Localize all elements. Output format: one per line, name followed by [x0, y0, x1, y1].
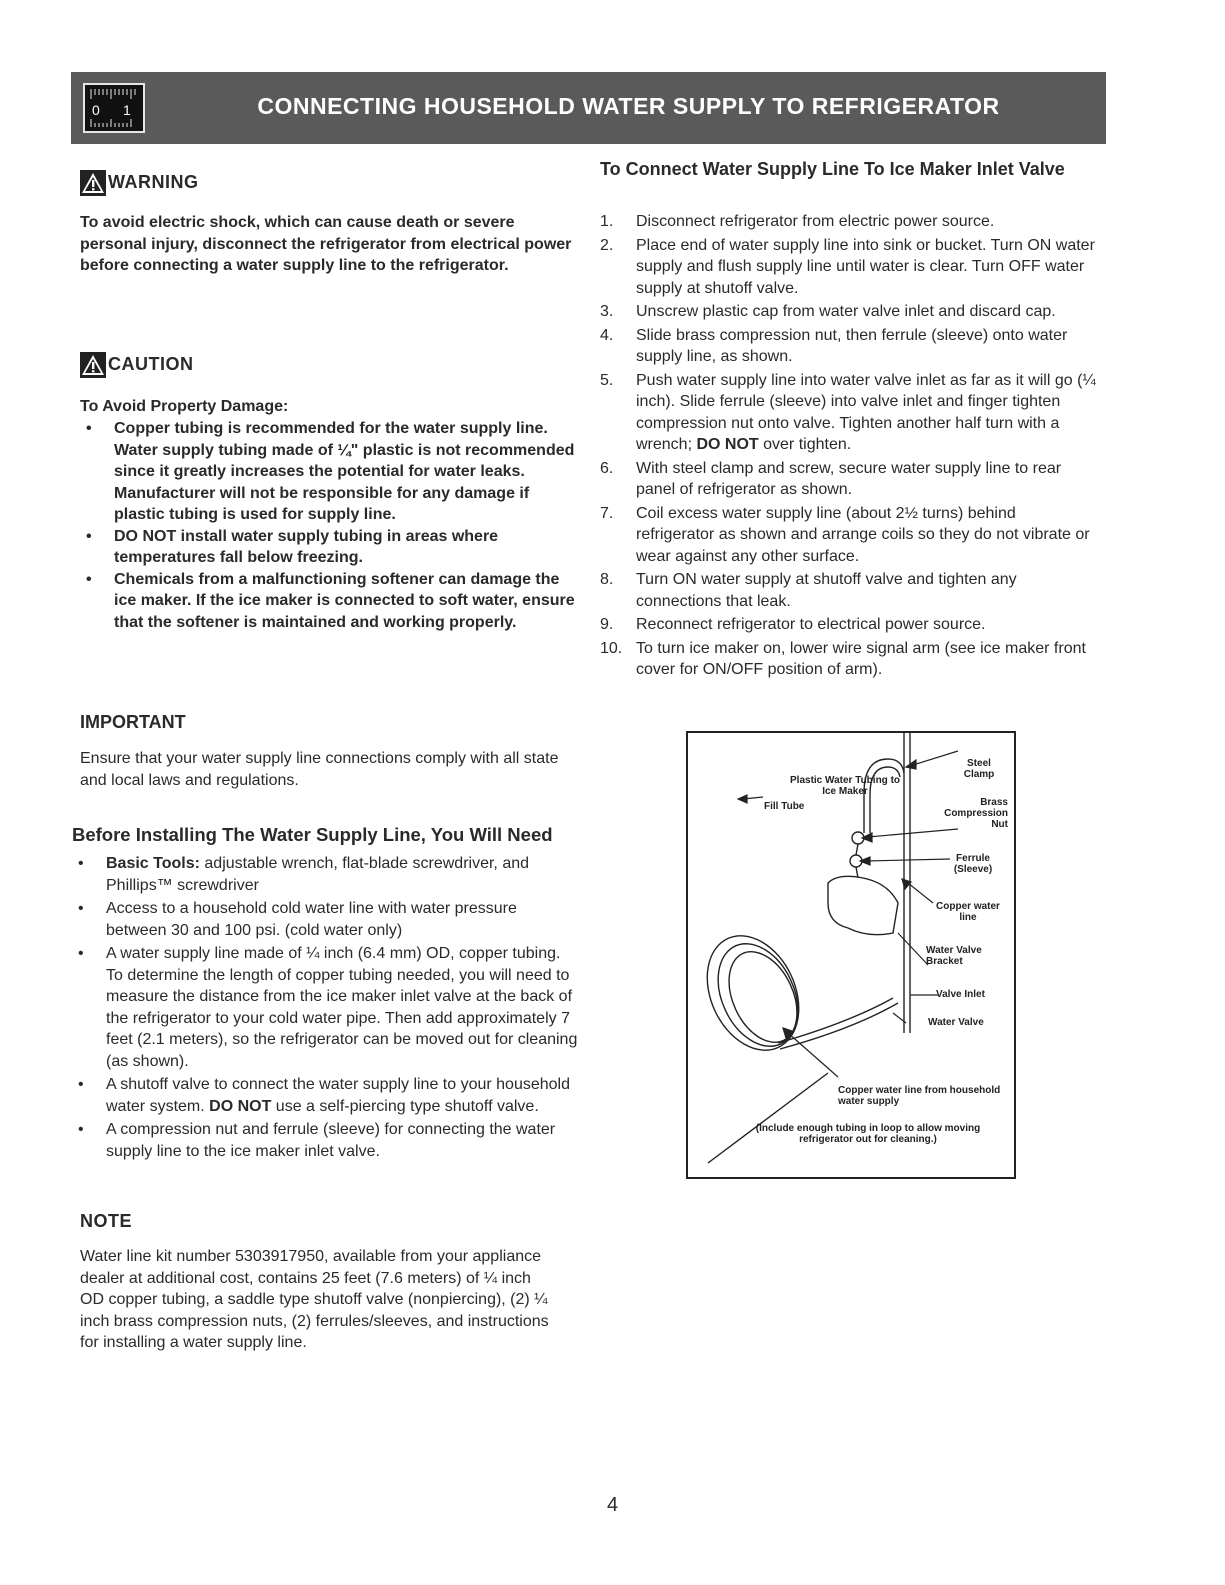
important-text: Ensure that your water supply line connections comply with all state and local laws and regulations. [80, 750, 559, 789]
step-number: 4. [600, 326, 614, 344]
caution-list [80, 418, 578, 633]
note-text: Water line kit number 5303917950, available from your appliance dealer at additional cost, contains 25 feet (7.6 meters) of ¼ inch OD copper tubing, a saddle type shutoff valve (nonpiercing), (2) ¼ inch brass compression nuts, (2) ferrules/sleeves, and instructions for installing a water supply line. [80, 1248, 549, 1351]
step-text: Unscrew plastic cap from water valve inlet and discard cap. [636, 303, 1056, 320]
step-number: 1. [600, 213, 614, 230]
caution-intro: To Avoid Property Damage: [80, 398, 289, 415]
warning-icon [80, 170, 106, 196]
list-item [72, 943, 578, 1072]
step-bold: DO NOT [696, 436, 759, 453]
step-item [598, 638, 1098, 681]
section-banner [71, 72, 1106, 144]
connect-heading: To Connect Water Supply Line To Ice Maker Inlet Valve [600, 159, 1065, 179]
step-item [598, 370, 1098, 456]
step-item [598, 458, 1098, 501]
list-item-text: adjustable wrench, flat-blade screwdriver, and Phillips™ screwdriver [106, 855, 530, 894]
list-item-text: use a self-piercing type shutoff valve. [271, 1097, 539, 1115]
list-item [72, 1074, 578, 1117]
step-text: over tighten. [758, 436, 852, 453]
label-valve-inlet: Valve Inlet [936, 989, 985, 1000]
list-item [72, 898, 578, 941]
list-item: • Copper tubing is recommended for the water supply line. Water supply tubing made of ¼" plastic is not recommended since it greatly increases the potential for water leaks. Manufacturer will not be responsible for any damage if plastic tubing is used for supply line. [80, 418, 578, 526]
before-heading: Before Installing The Water Supply Line, You Will Need [72, 824, 553, 845]
list-item-text: Access to a household cold water line with water pressure between 30 and 100 psi. (cold water only) [106, 900, 517, 939]
step-number: 5. [600, 371, 614, 389]
label-fill-tube: Fill Tube [764, 801, 805, 812]
page-number: 4 [606, 1494, 619, 1516]
step-item [598, 235, 1098, 300]
label-plastic-tubing: Plastic Water Tubing to Ice Maker [790, 775, 901, 797]
list-item: • Chemicals from a malfunctioning softener can damage the ice maker. If the ice maker is connected to soft water, ensure that the softener is maintained and working properly. [80, 569, 578, 634]
step-text: Turn ON water supply at shutoff valve and tighten any connections that leak. [636, 571, 1017, 610]
label-bracket: Water Valve Bracket [926, 945, 982, 967]
warning-heading [80, 170, 199, 196]
label-water-valve: Water Valve [928, 1017, 984, 1028]
list-item-bold: DO NOT [209, 1097, 272, 1115]
step-number: 7. [600, 504, 614, 522]
svg-text:0: 0 [92, 102, 100, 118]
step-item [598, 614, 1098, 636]
list-item-text: A shutoff valve to connect the water supply line to your household water system. [106, 1076, 570, 1115]
step-item [598, 569, 1098, 612]
label-ferrule: Ferrule (Sleeve) [953, 853, 993, 875]
step-text: Place end of water supply line into sink or bucket. Turn ON water supply and flush supply line until water is clear. Turn OFF water supply at shutoff valve. [636, 236, 1095, 297]
list-item-text: A water supply line made of ¼ inch (6.4 mm) OD, copper tubing. To determine the length of copper tubing needed, you will need to measure the distance from the ice maker inlet valve at the back of the refrigerator to your cold water pipe. Then add approximately 7 feet (2.1 meters), so the refrigerator can be moved out for cleaning (as shown). [106, 945, 578, 1070]
step-text: Reconnect refrigerator to electrical power source. [636, 616, 986, 633]
step-text: Push water supply line into water valve inlet as far as it will go (¼ inch). Slide ferrule (sleeve) into valve inlet and finger tighten compression nut onto valve. Tighten another half turn with a wrench; [636, 371, 1096, 453]
label-steel-clamp: Steel Clamp [963, 758, 995, 780]
step-text: Slide brass compression nut, then ferrule (sleeve) onto water supply line, as shown. [636, 326, 1068, 365]
step-number: 2. [600, 236, 614, 254]
step-number: 9. [600, 616, 614, 633]
list-item [72, 1119, 578, 1162]
warning-text: To avoid electric shock, which can cause death or severe personal injury, disconnect the refrigerator from electrical power before connecting a water supply line to the refrigerator. [80, 214, 572, 274]
list-item-bold: Basic Tools: [106, 855, 200, 872]
note-heading: NOTE [80, 1211, 133, 1231]
step-text: Disconnect refrigerator from electric power source. [636, 213, 995, 230]
step-item [598, 325, 1098, 368]
step-text: Coil excess water supply line (about 2½ turns) behind refrigerator as shown and arrange coils so they do not vibrate or wear against any other surface. [636, 504, 1090, 565]
important-heading: IMPORTANT [80, 712, 186, 732]
step-number: 6. [600, 459, 614, 477]
step-number: 3. [600, 303, 614, 320]
step-text: With steel clamp and screw, secure water supply line to rear panel of refrigerator as shown. [636, 459, 1062, 498]
step-text: To turn ice maker on, lower wire signal arm (see ice maker front cover for ON/OFF position of arm). [636, 639, 1086, 678]
caution-icon [80, 352, 106, 378]
list-item [72, 853, 578, 896]
step-item [598, 301, 1098, 323]
page-title: CONNECTING HOUSEHOLD WATER SUPPLY TO REFRIGERATOR [257, 93, 1000, 119]
step-number: 10. [600, 639, 623, 657]
svg-text:1: 1 [123, 102, 131, 118]
before-list [72, 853, 578, 1164]
water-line-diagram [686, 731, 1016, 1179]
label-brass-nut: Brass Compression Nut [944, 797, 1008, 830]
step-item [598, 211, 1098, 233]
label-household-supply: Copper water line from household water supply [838, 1085, 1001, 1107]
caution-heading-text: CAUTION [108, 353, 194, 374]
step-item [598, 503, 1098, 568]
label-loop-note: (Include enough tubing in loop to allow moving refrigerator out for cleaning.) [755, 1123, 981, 1145]
warning-heading-text: WARNING [108, 171, 199, 192]
step-number: 8. [600, 571, 614, 588]
label-copper-line: Copper water line [936, 901, 1000, 923]
caution-heading [80, 352, 194, 378]
list-item: • DO NOT install water supply tubing in areas where temperatures fall below freezing. [80, 526, 578, 569]
list-item-text: A compression nut and ferrule (sleeve) for connecting the water supply line to the ice maker inlet valve. [106, 1121, 556, 1160]
connect-steps [598, 211, 1098, 683]
